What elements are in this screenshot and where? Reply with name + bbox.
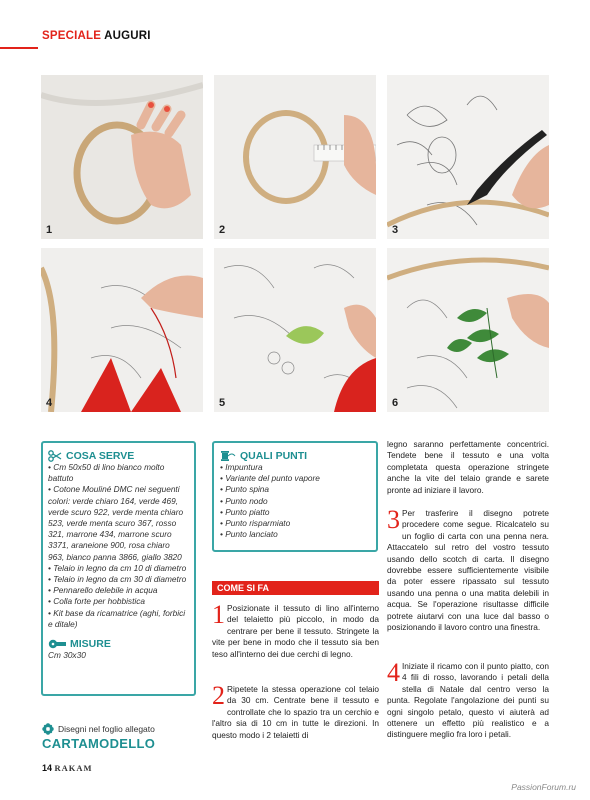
cartamodello-small-text: Disegni nel foglio allegato	[58, 724, 155, 734]
list-item: • Colla forte per hobbistica	[48, 596, 145, 607]
page-footer	[42, 763, 93, 773]
quali-punti-header	[220, 450, 370, 462]
step-photo-4	[41, 248, 203, 412]
step-4-paragraph	[387, 658, 549, 741]
list-item: • Telaio in legno da cm 10 di diametro	[48, 562, 187, 573]
list-item: • Telaio in legno da cm 30 di diametro	[48, 574, 187, 585]
come-si-fa-title: COME SI FA	[212, 581, 379, 595]
header-rule	[0, 47, 38, 49]
stitches-list	[220, 462, 370, 540]
cosa-serve-header	[48, 450, 188, 462]
materials-list	[48, 462, 188, 630]
step-1-paragraph	[212, 600, 379, 660]
list-item: • Cotone Mouliné DMC nei seguenti colori: verde chiaro 164, verde 469, verde scuro 922, verde menta chiaro 523, verde menta scuro 367, rosso 321, marrone 434, marrone scuro 3371, araneione 900, rosa chiaro 963, bianco panna 3866, giallo 3820	[48, 484, 184, 562]
photo-number: 2	[219, 224, 226, 236]
section-label: SPECIALE	[42, 30, 102, 42]
step-2-continued: legno saranno perfettamente concentrici. Tendete bene il tessuto e una volta completata questa operazione stringete anche la vite del telaio grande e sarete pronte ad iniziare il lavoro.	[387, 439, 549, 495]
step-2-number: 2	[212, 681, 225, 710]
misure-title: MISURE	[70, 638, 111, 651]
step-1-number: 1	[212, 600, 225, 629]
flower-icon	[42, 723, 54, 735]
list-item: • Punto nodo	[220, 495, 268, 506]
photo-number: 3	[392, 224, 399, 236]
step-3-number: 3	[387, 505, 400, 534]
list-item: • Punto risparmiato	[220, 518, 291, 529]
section-header	[42, 30, 151, 42]
photo-number: 5	[219, 397, 226, 409]
misure-value: Cm 30x30	[48, 650, 86, 661]
step-3-text: Per trasferire il disegno potrete procedere come segue. Ricalcatelo su un foglio di carta con una penna nera. Attaccatelo sul retro del vostro tessuto usando dello scotch di carta. Il disegno dovrebbe essere sufficientemente visibile da poter essere ripassato sul tessuto usando una penna o una matita delebili in acqua. Se l'operazione risultasse difficile potrete aiutarvi con una luce dal basso o posizionando il lavoro contro una finestra.	[387, 508, 549, 633]
list-item: • Punto piatto	[220, 506, 270, 517]
misure-header	[48, 638, 188, 650]
cartamodello-title: CARTAMODELLO	[42, 736, 156, 751]
cartamodello-block	[42, 723, 155, 751]
section-topic: AUGURI	[104, 30, 151, 42]
step-3-paragraph	[387, 505, 549, 633]
list-item: • Punto lanciato	[220, 529, 278, 540]
step-photo-2	[214, 75, 376, 239]
quali-punti-title: QUALI PUNTI	[240, 450, 308, 462]
list-item: • Pennarello delebile in acqua	[48, 585, 158, 596]
tape-measure-icon	[48, 639, 66, 649]
list-item: • Cm 50x50 di lino bianco molto battuto	[48, 462, 165, 484]
list-item: • Variante del punto vapore	[220, 473, 320, 484]
step-4-number: 4	[387, 658, 400, 687]
step-4-text: Iniziate il ricamo con il punto piatto, con 4 fili di rosso, lavorando i petali della stella di Natale dal centro verso la punta. Regolate l'angolazione dei punti su ogni singolo petalo, questo vi aiuterà ad ottenere un effetto più realistico e a distinguere meglio fra loro i petali.	[387, 661, 549, 740]
step-photo-3	[387, 75, 549, 239]
cosa-serve-title: COSA SERVE	[66, 450, 135, 462]
step-photo-6	[387, 248, 549, 412]
watermark: PassionForum.ru	[511, 782, 576, 792]
step-2-text: Ripetete la stessa operazione col telaio da 30 cm. Centrate bene il tessuto e controllate che lo spazio tra un cerchio e l'altro sia di 10 cm in tutte le direzioni. In questo modo i 2 telaietti di	[212, 684, 379, 740]
photo-number: 4	[46, 397, 53, 409]
magazine-brand: RAKAM	[54, 763, 93, 773]
list-item: • Punto spina	[220, 484, 270, 495]
photo-number: 1	[46, 224, 53, 236]
quali-punti-box	[212, 441, 378, 552]
photo-number: 6	[392, 397, 399, 409]
list-item: • Kit base da ricamatrice (aghi, forbici e ditale)	[48, 607, 186, 629]
list-item: • Impuntura	[220, 462, 263, 472]
thread-spool-icon	[220, 450, 236, 462]
step-photo-5	[214, 248, 376, 412]
scissors-icon	[48, 450, 62, 462]
cartamodello-note	[42, 723, 155, 735]
step-2-paragraph	[212, 681, 379, 741]
page-number: 14	[42, 763, 53, 773]
step-photo-1	[41, 75, 203, 239]
step-1-text: Posizionate il tessuto di lino all'interno del telaietto più piccolo, in modo da centrare per bene il tessuto. Stringete la vite per bene in modo che il tessuto sia ben teso all'interno dei due cerchi di legno.	[212, 603, 379, 659]
cosa-serve-box	[41, 441, 196, 696]
